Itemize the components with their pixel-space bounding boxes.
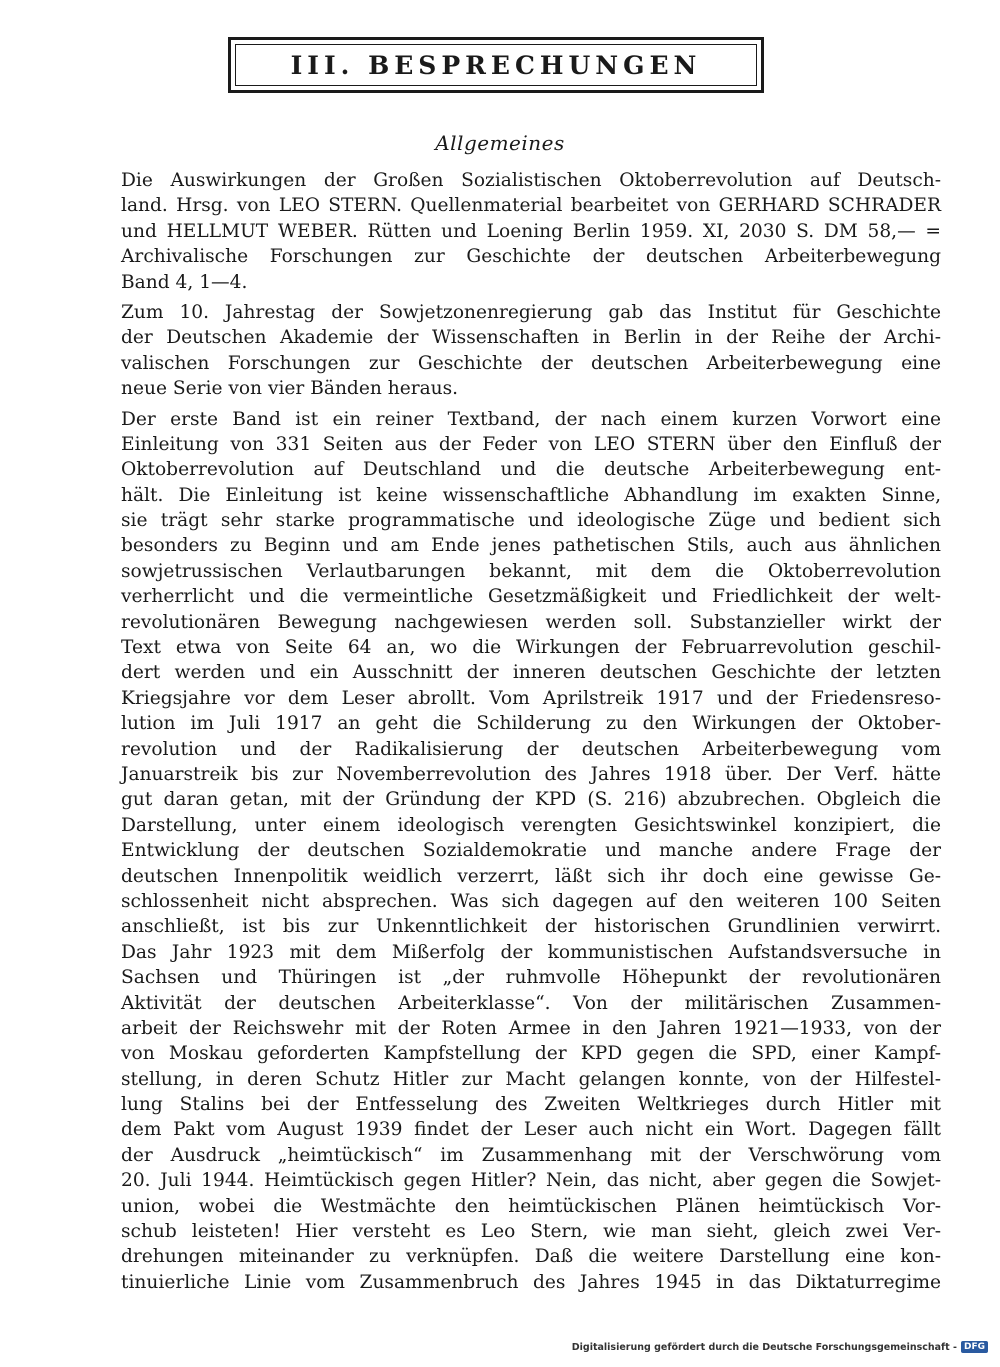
text-line: Oktoberrevolution auf Deutschland und die deutsche Arbeiterbewegung ent- (121, 459, 941, 481)
text-line: besonders zu Beginn und am Ende jenes pathetischen Stils, auch aus ähnlichen (121, 535, 941, 557)
text-line: Aktivität der deutschen Arbeiterklasse“. Von der militärischen Zusammen- (121, 992, 941, 1014)
paragraph (121, 407, 941, 1296)
text-line: neue Serie von vier Bänden heraus. (121, 378, 459, 400)
body-text (121, 168, 941, 1300)
text-line: lution im Juli 1917 an geht die Schilderung zu den Wirkungen der Oktober- (121, 713, 941, 735)
text-line: Zum 10. Jahrestag der Sowjetzonenregierung gab das Institut für Geschichte (121, 301, 941, 323)
text-line: valischen Forschungen zur Geschichte der deutschen Arbeiterbewegung eine (121, 352, 941, 374)
text-line: und HELLMUT WEBER. Rütten und Loening Berlin 1959. XI, 2030 S. DM 58,— = (121, 220, 941, 242)
chapter-header-box (228, 37, 764, 93)
text-line: Archivalische Forschungen zur Geschichte der deutschen Arbeiterbewegung (121, 246, 941, 268)
text-line: arbeit der Reichswehr mit der Roten Armee in den Jahren 1921—1933, von der (121, 1017, 941, 1039)
text-line: Kriegsjahre vor dem Leser abrollt. Vom Aprilstreik 1917 und der Friedensreso- (121, 687, 941, 709)
text-line: lung Stalins bei der Entfesselung des Zweiten Weltkrieges durch Hitler mit (121, 1094, 941, 1116)
text-line: Der erste Band ist ein reiner Textband, der nach einem kurzen Vorwort eine (121, 408, 941, 430)
text-line: drehungen miteinander zu verknüpfen. Daß die weitere Darstellung eine kon- (121, 1246, 941, 1268)
text-line: schub leisteten! Hier versteht es Leo Stern, wie man sieht, gleich zwei Ver- (121, 1221, 941, 1243)
text-line: Die Auswirkungen der Großen Sozialistischen Oktoberrevolution auf Deutsch- (121, 170, 941, 191)
text-line: revolutionären Bewegung nachgewiesen werden soll. Substanzieller wirkt der (121, 611, 941, 633)
paragraph (121, 168, 941, 295)
chapter-title: III. BESPRECHUNGEN (290, 50, 702, 80)
text-line: Darstellung, unter einem ideologisch verengten Gesichtswinkel konzipiert, die (121, 814, 941, 836)
footer-funding-note: Digitalisierung gefördert durch die Deutsche Forschungsgemeinschaft - (571, 1341, 957, 1353)
text-line: anschließt, ist bis zur Unkenntlichkeit der historischen Grundlinien verwirrt. (121, 916, 941, 938)
text-line: land. Hrsg. von LEO STERN. Quellenmaterial bearbeitet von GERHARD SCHRADER (121, 195, 941, 217)
text-line: Band 4, 1—4. (121, 271, 248, 293)
text-line: Einleitung von 331 Seiten aus der Feder von LEO STERN über den Einfluß der (121, 433, 941, 455)
text-line: Text etwa von Seite 64 an, wo die Wirkungen der Februarrevolution geschil- (121, 637, 941, 659)
text-line: Sachsen und Thüringen ist „der ruhmvolle Höhepunkt der revolutionären (121, 967, 941, 989)
text-line: gut daran getan, mit der Gründung der KPD (S. 216) abzubrechen. Obgleich die (121, 789, 941, 811)
text-line: deutschen Innenpolitik weidlich verzerrt, läßt sich ihr doch eine gewisse Ge- (121, 865, 941, 887)
dfg-logo-icon: DFG (961, 1341, 988, 1353)
text-line: der Deutschen Akademie der Wissenschaften in Berlin in der Reihe der Archi- (121, 327, 941, 349)
text-line: Entwicklung der deutschen Sozialdemokratie und manche andere Frage der (121, 840, 941, 862)
text-line: tinuierliche Linie vom Zusammenbruch des Jahres 1945 in das Diktaturregime (121, 1271, 941, 1293)
text-line: Das Jahr 1923 mit dem Mißerfolg der kommunistischen Aufstandsversuche in (121, 941, 941, 963)
text-line: union, wobei die Westmächte den heimtückischen Plänen heimtückisch Vor- (121, 1195, 941, 1217)
text-line: von Moskau geforderten Kampfstellung der KPD gegen die SPD, einer Kampf- (121, 1043, 941, 1065)
text-line: der Ausdruck „heimtückisch“ im Zusammenhang mit der Verschwörung vom (121, 1144, 941, 1166)
text-line: dert werden und ein Ausschnitt der inneren deutschen Geschichte der letzten (121, 662, 941, 684)
text-line: sowjetrussischen Verlautbarungen bekannt, mit dem die Oktoberrevolution (121, 560, 941, 582)
text-line: stellung, in deren Schutz Hitler zur Macht gelangen konnte, von der Hilfestel- (121, 1068, 941, 1090)
text-line: revolution und der Radikalisierung der deutschen Arbeiterbewegung vom (121, 738, 941, 760)
text-line: schlossenheit nicht absprechen. Was sich dagegen auf den weiteren 100 Seiten (121, 890, 941, 912)
section-title: Allgemeines (435, 131, 565, 155)
text-line: Januarstreik bis zur Novemberrevolution des Jahres 1918 über. Der Verf. hätte (121, 763, 941, 785)
text-line: sie trägt sehr starke programmatische und ideologische Züge und bedient sich (121, 510, 941, 532)
text-line: 20. Juli 1944. Heimtückisch gegen Hitler? Nein, das nicht, aber gegen die Sowjet- (121, 1170, 941, 1192)
text-line: verherrlicht und die vermeintliche Gesetzmäßigkeit und Friedlichkeit der welt- (121, 586, 941, 608)
paragraph (121, 300, 941, 402)
text-line: hält. Die Einleitung ist keine wissenschaftliche Abhandlung im exakten Sinne, (121, 484, 941, 506)
text-line: dem Pakt vom August 1939 findet der Leser auch nicht ein Wort. Dagegen fällt (121, 1119, 941, 1141)
footer (572, 1341, 988, 1353)
